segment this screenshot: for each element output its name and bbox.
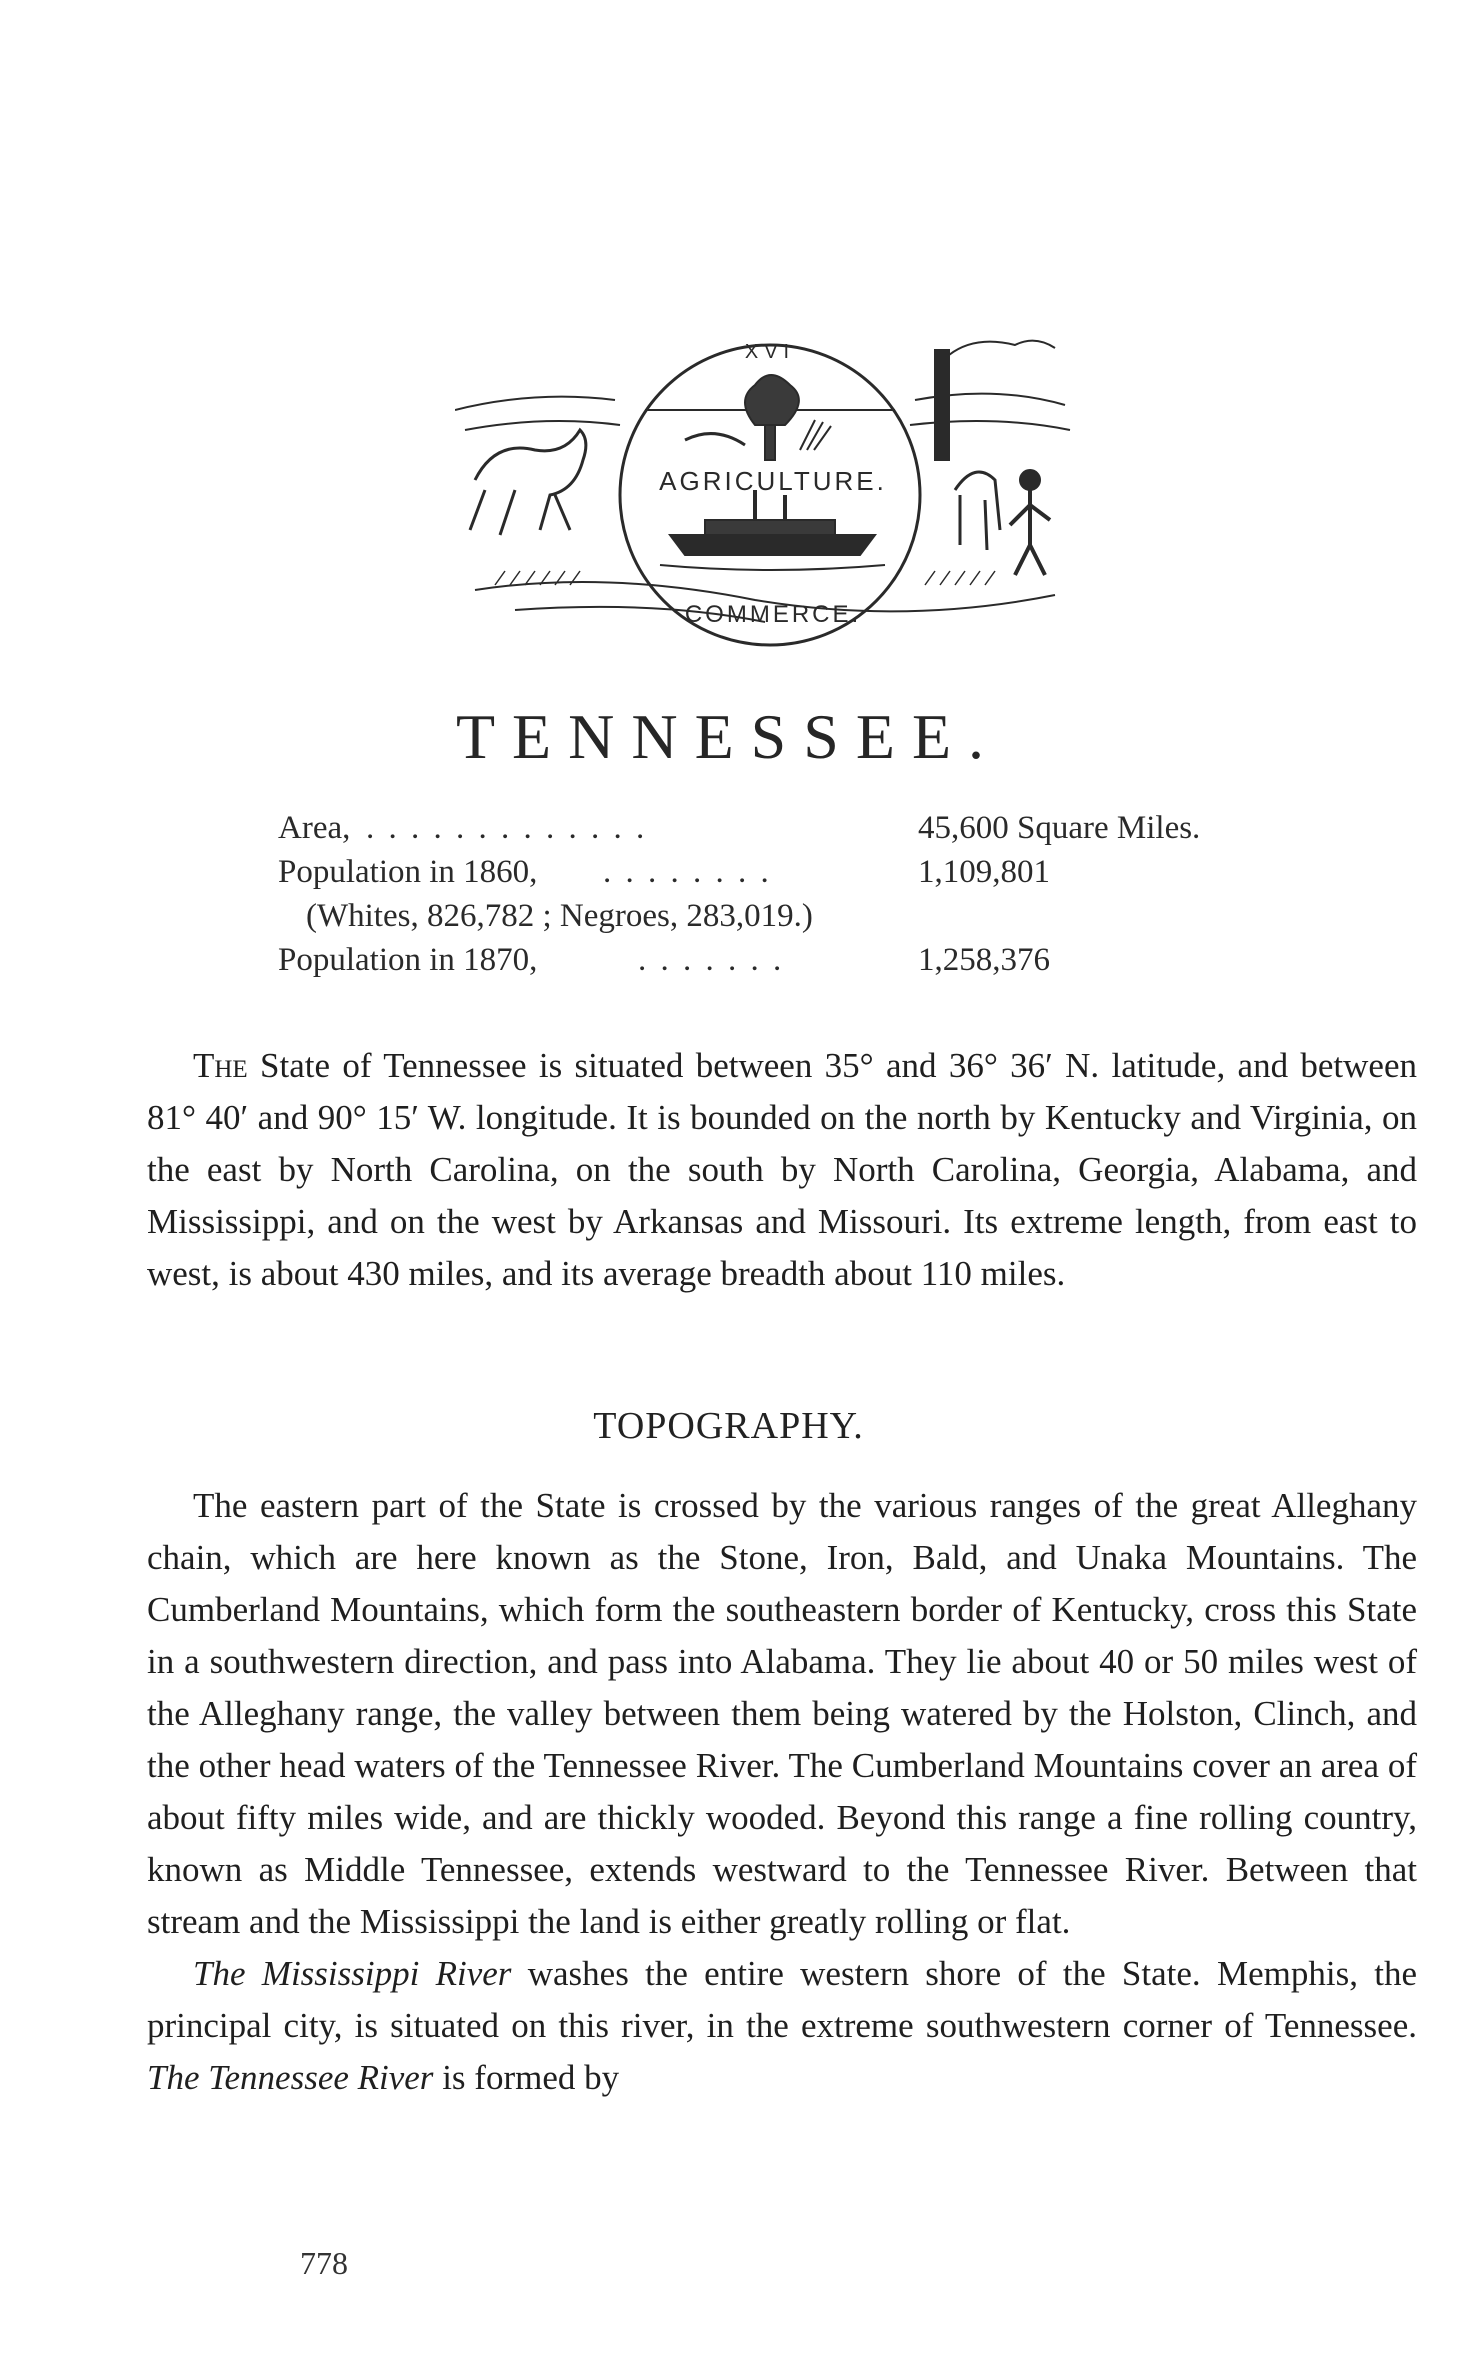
stat-area-label: Area,	[278, 810, 351, 846]
stat-area-dots: . . . . . . . . . . . . .	[366, 810, 648, 846]
page-title: TENNESSEE.	[455, 701, 1002, 772]
stat-pop1870-label: Population in 1870,	[278, 942, 538, 978]
seal-commerce-label: COMMERCE.	[684, 601, 862, 628]
stat-pop1860-dots: . . . . . . . .	[603, 854, 772, 890]
topography-paragraph-2	[147, 1948, 1417, 2104]
mississippi-river-term: The Mississippi River	[193, 1954, 512, 1993]
stat-pop1860-value: 1,109,801	[918, 854, 1050, 890]
stat-pop1870-dots: . . . . . . .	[638, 942, 785, 978]
stat-area	[278, 810, 1338, 854]
intro-lead-word: The	[193, 1046, 248, 1085]
tennessee-river-term: The Tennessee River	[147, 2058, 434, 2097]
stat-area-value: 45,600 Square Miles.	[918, 810, 1201, 846]
stat-population-1870	[278, 942, 1338, 986]
stat-pop1860-note: (Whites, 826,782 ; Negroes, 283,019.)	[306, 898, 813, 934]
stat-population-1860-note	[278, 898, 1338, 942]
seal-numeral: XVI	[744, 341, 796, 363]
intro-paragraph	[147, 1040, 1417, 1300]
intro-text: State of Tennessee is situated between 35° and 36° 36′ N. latitude, and between 81° 40′ and 90° 15′ W. longitude. It is bounded on the north by Kentucky and Virginia, on the east by North Carolina, on the south by North Carolina, Georgia, Alabama, and Mississippi, and on the west by Arkansas and Missouri. Its extreme length, from east to west, is about 430 miles, and its average breadth about 110 miles.	[147, 1046, 1417, 1293]
paragraph-2-text-b: is formed by	[433, 2058, 620, 2097]
seal-agriculture-label: AGRICULTURE.	[659, 466, 887, 496]
stat-pop1870-value: 1,258,376	[918, 942, 1050, 978]
state-seal-illustration	[455, 330, 1075, 660]
stat-population-1860	[278, 854, 1338, 898]
stat-pop1860-label: Population in 1860,	[278, 854, 538, 890]
paragraph-2-text-a: washes the entire western shore of the State. Memphis, the principal city, is situated on this river, in the extreme southwestern corner of Tennessee.	[147, 1954, 1417, 2045]
page-number: 778	[300, 2245, 348, 2281]
topography-body	[147, 1480, 1417, 2104]
topography-paragraph-1: The eastern part of the State is crossed by the various ranges of the great Alleghany chain, which are here known as the Stone, Iron, Bald, and Unaka Mountains. The Cumberland Mountains, which form the southeastern border of Kentucky, cross this State in a southwestern direction, and pass into Alabama. They lie about 40 or 50 miles west of the Alleghany range, the valley between them being watered by the Holston, Clinch, and the other head waters of the Tennessee River. The Cumberland Mountains cover an area of about fifty miles wide, and are thickly wooded. Beyond this range a fine rolling country, known as Middle Tennessee, extends westward to the Tennessee River. Between that stream and the Mississippi the land is either greatly rolling or flat.	[147, 1486, 1417, 1941]
section-heading-topography: TOPOGRAPHY.	[593, 1405, 864, 1447]
